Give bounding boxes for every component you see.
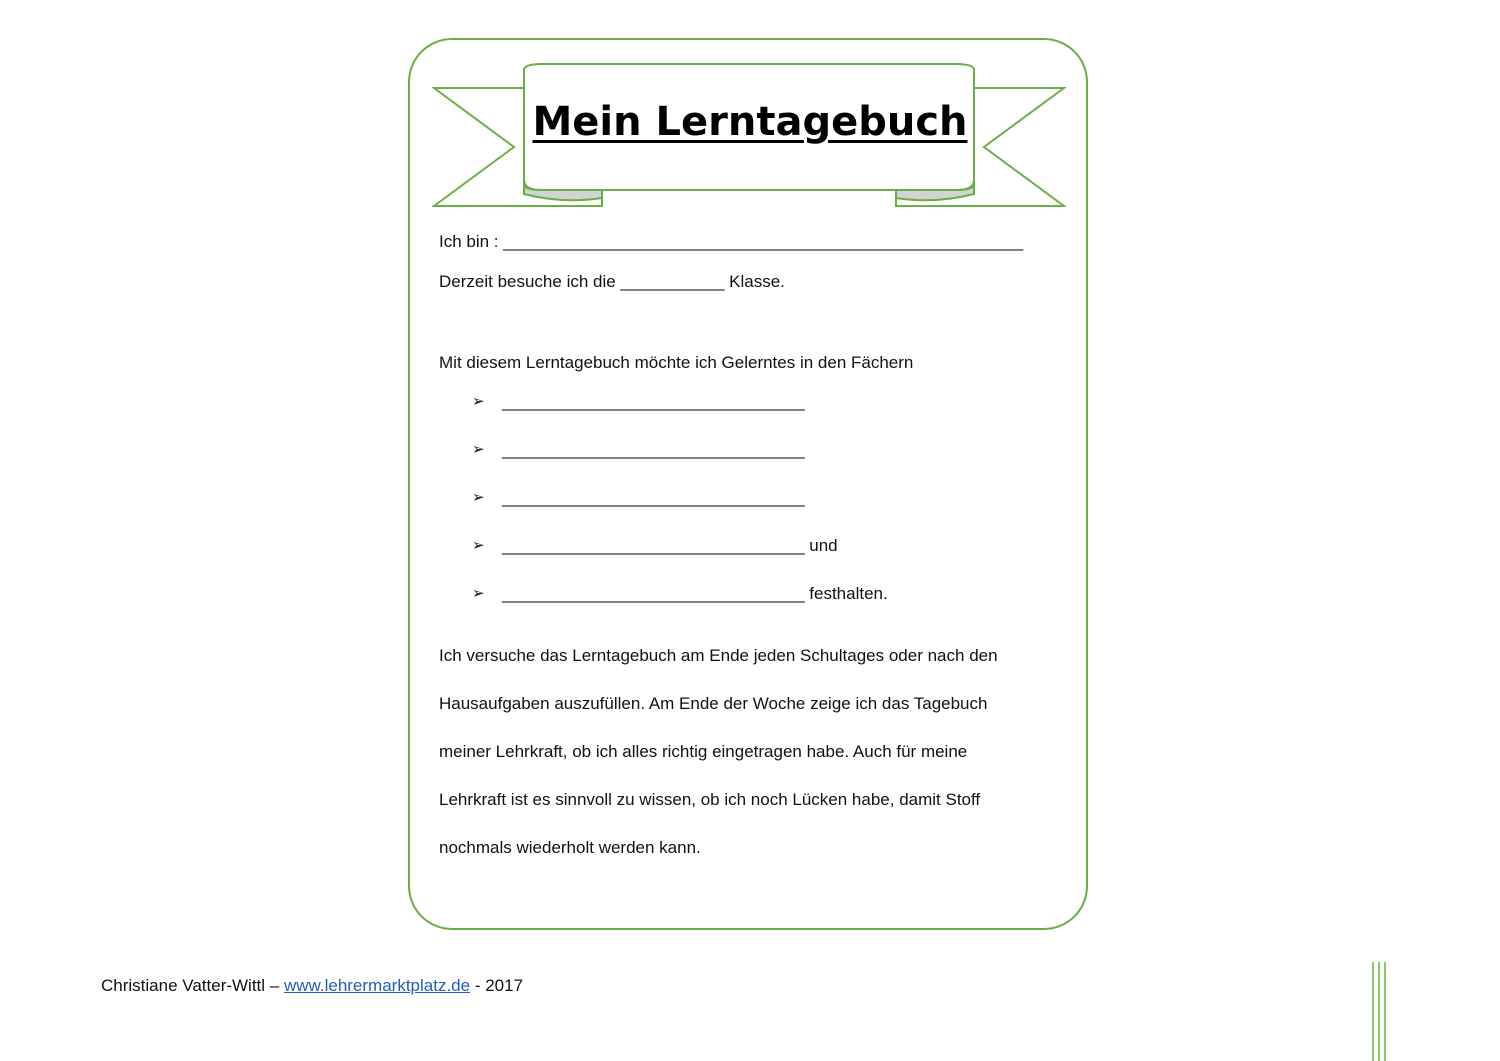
bullet-arrow-icon: ➢ <box>472 585 485 602</box>
class-field-line[interactable]: Derzeit besuche ich die ___________ Klasse. <box>439 272 785 291</box>
subject-blank-1[interactable]: ________________________________ <box>502 392 805 411</box>
decorative-vertical-lines <box>1372 962 1388 1061</box>
footer-year: - 2017 <box>470 976 524 995</box>
bullet-arrow-icon: ➢ <box>472 393 485 410</box>
bullet-arrow-icon: ➢ <box>472 489 485 506</box>
paragraph-line-2: Hausaufgaben auszufüllen. Am Ende der Woche zeige ich das Tagebuch <box>439 694 988 713</box>
paragraph-line-4: Lehrkraft ist es sinnvoll zu wissen, ob ich noch Lücken habe, damit Stoff <box>439 790 981 809</box>
subject-blank-3[interactable]: ________________________________ <box>502 488 805 507</box>
subject-blank-5[interactable]: ________________________________ festhalten. <box>502 584 888 603</box>
footer-link[interactable]: www.lehrermarktplatz.de <box>283 976 471 995</box>
footer-credit <box>101 975 523 997</box>
subject-blank-4[interactable]: ________________________________ und <box>502 536 838 555</box>
subject-blank-2[interactable]: ________________________________ <box>502 440 805 459</box>
page-title: Mein Lerntagebuch <box>532 99 968 145</box>
subjects-intro: Mit diesem Lerntagebuch möchte ich Gelerntes in den Fächern <box>439 353 914 372</box>
paragraph-line-1: Ich versuche das Lerntagebuch am Ende jeden Schultages oder nach den <box>439 646 998 665</box>
bullet-arrow-icon: ➢ <box>472 537 485 554</box>
paragraph-line-5: nochmals wiederholt werden kann. <box>439 838 701 857</box>
name-field-line[interactable]: Ich bin : _______________________________________________________ <box>439 232 1024 251</box>
footer-author: Christiane Vatter-Wittl – <box>101 976 284 995</box>
paragraph-line-3: meiner Lehrkraft, ob ich alles richtig eingetragen habe. Auch für meine <box>439 742 968 761</box>
bullet-arrow-icon: ➢ <box>472 441 485 458</box>
